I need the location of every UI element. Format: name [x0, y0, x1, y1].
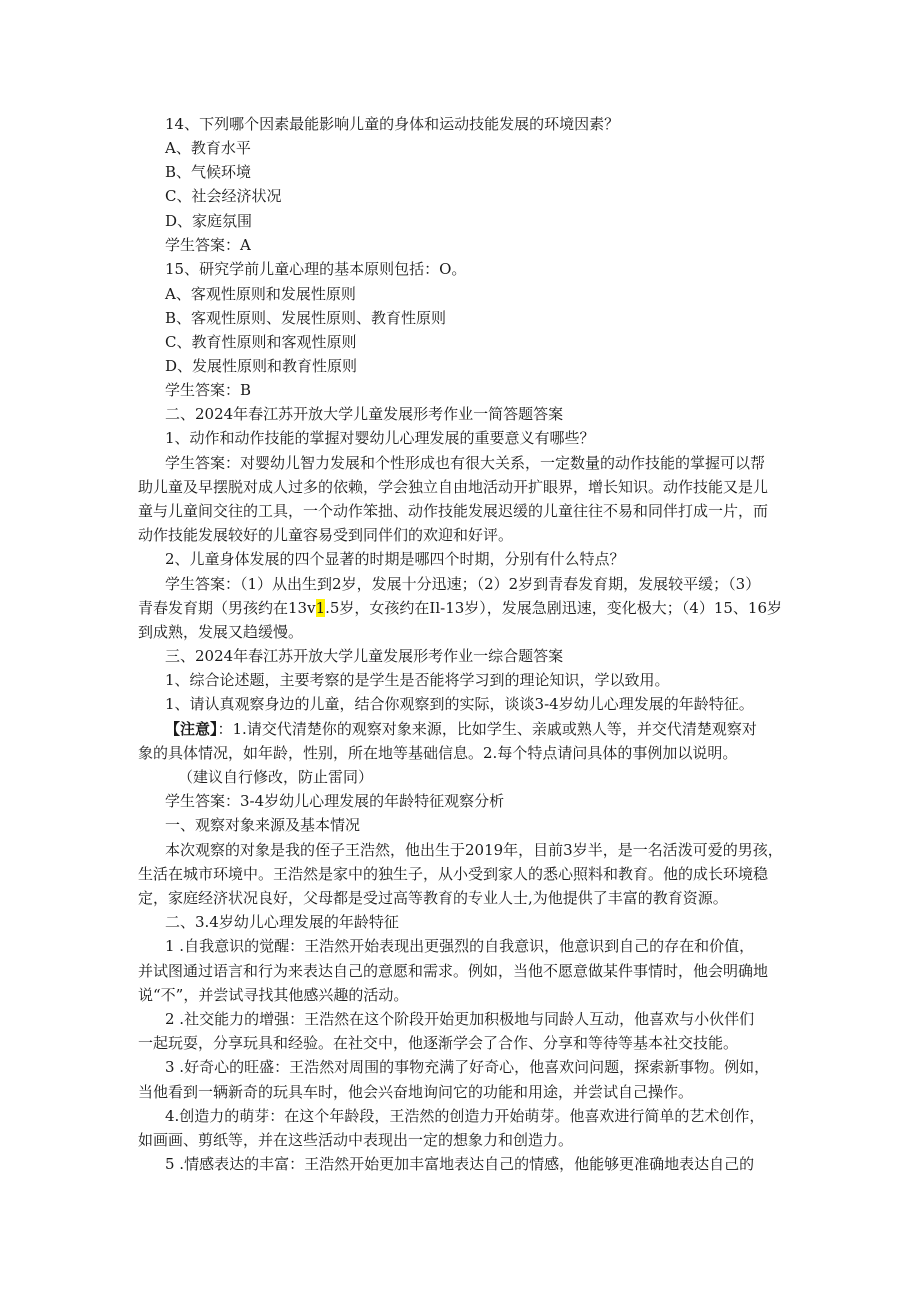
item-line: 并试图通过语言和行为来表达自己的意愿和需求。例如，当他不愿意做某件事情时，他会明确地 — [138, 962, 769, 980]
q15-option-c: C、教育性原则和客观性原则 — [165, 333, 357, 351]
section3-suggestion: （建议自行修改，防止雷同） — [178, 768, 374, 786]
note-text: ：1.请交代清楚你的观察对象来源，比如学生、亲戚或熟人等，并交代清楚观察对 — [217, 720, 757, 738]
q14-option-a: A、教育水平 — [165, 139, 251, 157]
item-line: 4.创造力的萌芽：在这个年龄段，王浩然的创造力开始萌芽。他喜欢进行简单的艺术创作， — [165, 1107, 765, 1125]
q15-option-d: D、发展性原则和教育性原则 — [165, 357, 358, 375]
part1-line: 生活在城市环境中。王浩然是家中的独生子，从小受到家人的悉心照料和教育。他的成长环境稳 — [138, 865, 769, 883]
section2-q1-answer-line: 动作技能发展较好的儿童容易受到同伴们的欢迎和好评。 — [138, 526, 514, 544]
section2-q2-answer-line — [138, 596, 782, 620]
q14-question: 14、下列哪个因素最能影响儿童的身体和运动技能发展的环境因素？ — [165, 115, 620, 133]
section3-task: 1、请认真观察身边的儿童，结合你观察到的实际，谈谈3-4岁幼儿心理发展的年龄特征。 — [165, 695, 754, 713]
section3-intro: 1、综合论述题，主要考察的是学生是否能将学习到的理论知识，学以致用。 — [165, 671, 670, 689]
item-line: 当他看到一辆新奇的玩具车时，他会兴奋地询问它的功能和用途，并尝试自己操作。 — [138, 1083, 694, 1101]
answer-text: 青春发育期（男孩约在13v — [138, 599, 316, 617]
part2-title: 二、3.4岁幼儿心理发展的年龄特征 — [165, 913, 399, 931]
q14-answer: 学生答案：A — [165, 236, 251, 254]
section3-note-line: 象的具体情况，如年龄，性别，所在地等基础信息。2.每个特点请问具体的事例加以说明。 — [138, 744, 738, 762]
q15-option-b: B、客观性原则、发展性原则、教育性原则 — [165, 309, 447, 327]
section2-q1-answer-line: 童与儿童间交往的工具，一个动作笨拙、动作技能发展迟缓的儿童往往不易和同伴打成一片，而 — [138, 502, 769, 520]
section3-answer-title: 学生答案：3-4岁幼儿心理发展的年龄特征观察分析 — [165, 792, 505, 810]
q14-option-b: B、气候环境 — [165, 163, 252, 181]
part1-line: 本次观察的对象是我的侄子王浩然，他出生于2019年，目前3岁半，是一名活泼可爱的男孩， — [165, 841, 783, 859]
q15-question: 15、研究学前儿童心理的基本原则包括：O。 — [165, 260, 467, 278]
section3-note — [165, 717, 757, 741]
item-line: 3 .好奇心的旺盛：王浩然对周围的事物充满了好奇心，他喜欢问问题，探索新事物。例如， — [165, 1058, 770, 1076]
note-label: 【注意】 — [165, 720, 218, 738]
part1-title: 一、观察对象来源及基本情况 — [165, 816, 361, 834]
section2-q2-answer-line: 到成熟，发展又趋缓慢。 — [138, 623, 304, 641]
q15-answer: 学生答案：B — [165, 381, 252, 399]
section2-q2-question: 2、儿童身体发展的四个显著的时期是哪四个时期，分别有什么特点？ — [165, 550, 625, 568]
item-line: 说“不”，并尝试寻找其他感兴趣的活动。 — [138, 986, 409, 1004]
item-line: 一起玩耍，分享玩具和经验。在社交中，他逐渐学会了合作、分享和等待等基本社交技能。 — [138, 1034, 739, 1052]
q14-option-c: C、社会经济状况 — [165, 187, 282, 205]
section2-q2-answer-line: 学生答案：（1）从出生到2岁，发展十分迅速；（2）2岁到青春发育期，发展较平缓；（3） — [165, 575, 761, 593]
section2-q1-answer-line: 助儿童及早摆脱对成人过多的依赖，学会独立自由地活动开扩眼界，增长知识。动作技能又是儿 — [138, 478, 769, 496]
item-line: 如画画、剪纸等，并在这些活动中表现出一定的想象力和创造力。 — [138, 1131, 574, 1149]
section2-q1-question: 1、动作和动作技能的掌握对婴幼儿心理发展的重要意义有哪些？ — [165, 429, 595, 447]
item-line: 2 .社交能力的增强：王浩然在这个阶段开始更加积极地与同龄人互动，他喜欢与小伙伴们 — [165, 1010, 755, 1028]
part1-line: 定，家庭经济状况良好，父母都是受过高等教育的专业人士,为他提供了丰富的教育资源。 — [138, 889, 728, 907]
section2-q1-answer-line: 学生答案：对婴幼儿智力发展和个性形成也有很大关系，一定数量的动作技能的掌握可以帮 — [165, 454, 766, 472]
item-line: 1 .自我意识的觉醒：王浩然开始表现出更强烈的自我意识，他意识到自己的存在和价值， — [165, 937, 755, 955]
item-line: 5 .情感表达的丰富：王浩然开始更加丰富地表达自己的情感，他能够更准确地表达自己的 — [165, 1155, 755, 1173]
answer-text: .5岁，女孩约在Il-13岁），发展急剧迅速，变化极大；（4）15、16岁 — [325, 599, 783, 617]
q14-option-d: D、家庭氛围 — [165, 212, 253, 230]
highlighted-text: 1 — [315, 599, 326, 617]
q15-option-a: A、客观性原则和发展性原则 — [165, 285, 356, 303]
section3-title: 三、2024年春江苏开放大学儿童发展形考作业一综合题答案 — [165, 647, 564, 665]
section2-title: 二、2024年春江苏开放大学儿童发展形考作业一简答题答案 — [165, 405, 564, 423]
